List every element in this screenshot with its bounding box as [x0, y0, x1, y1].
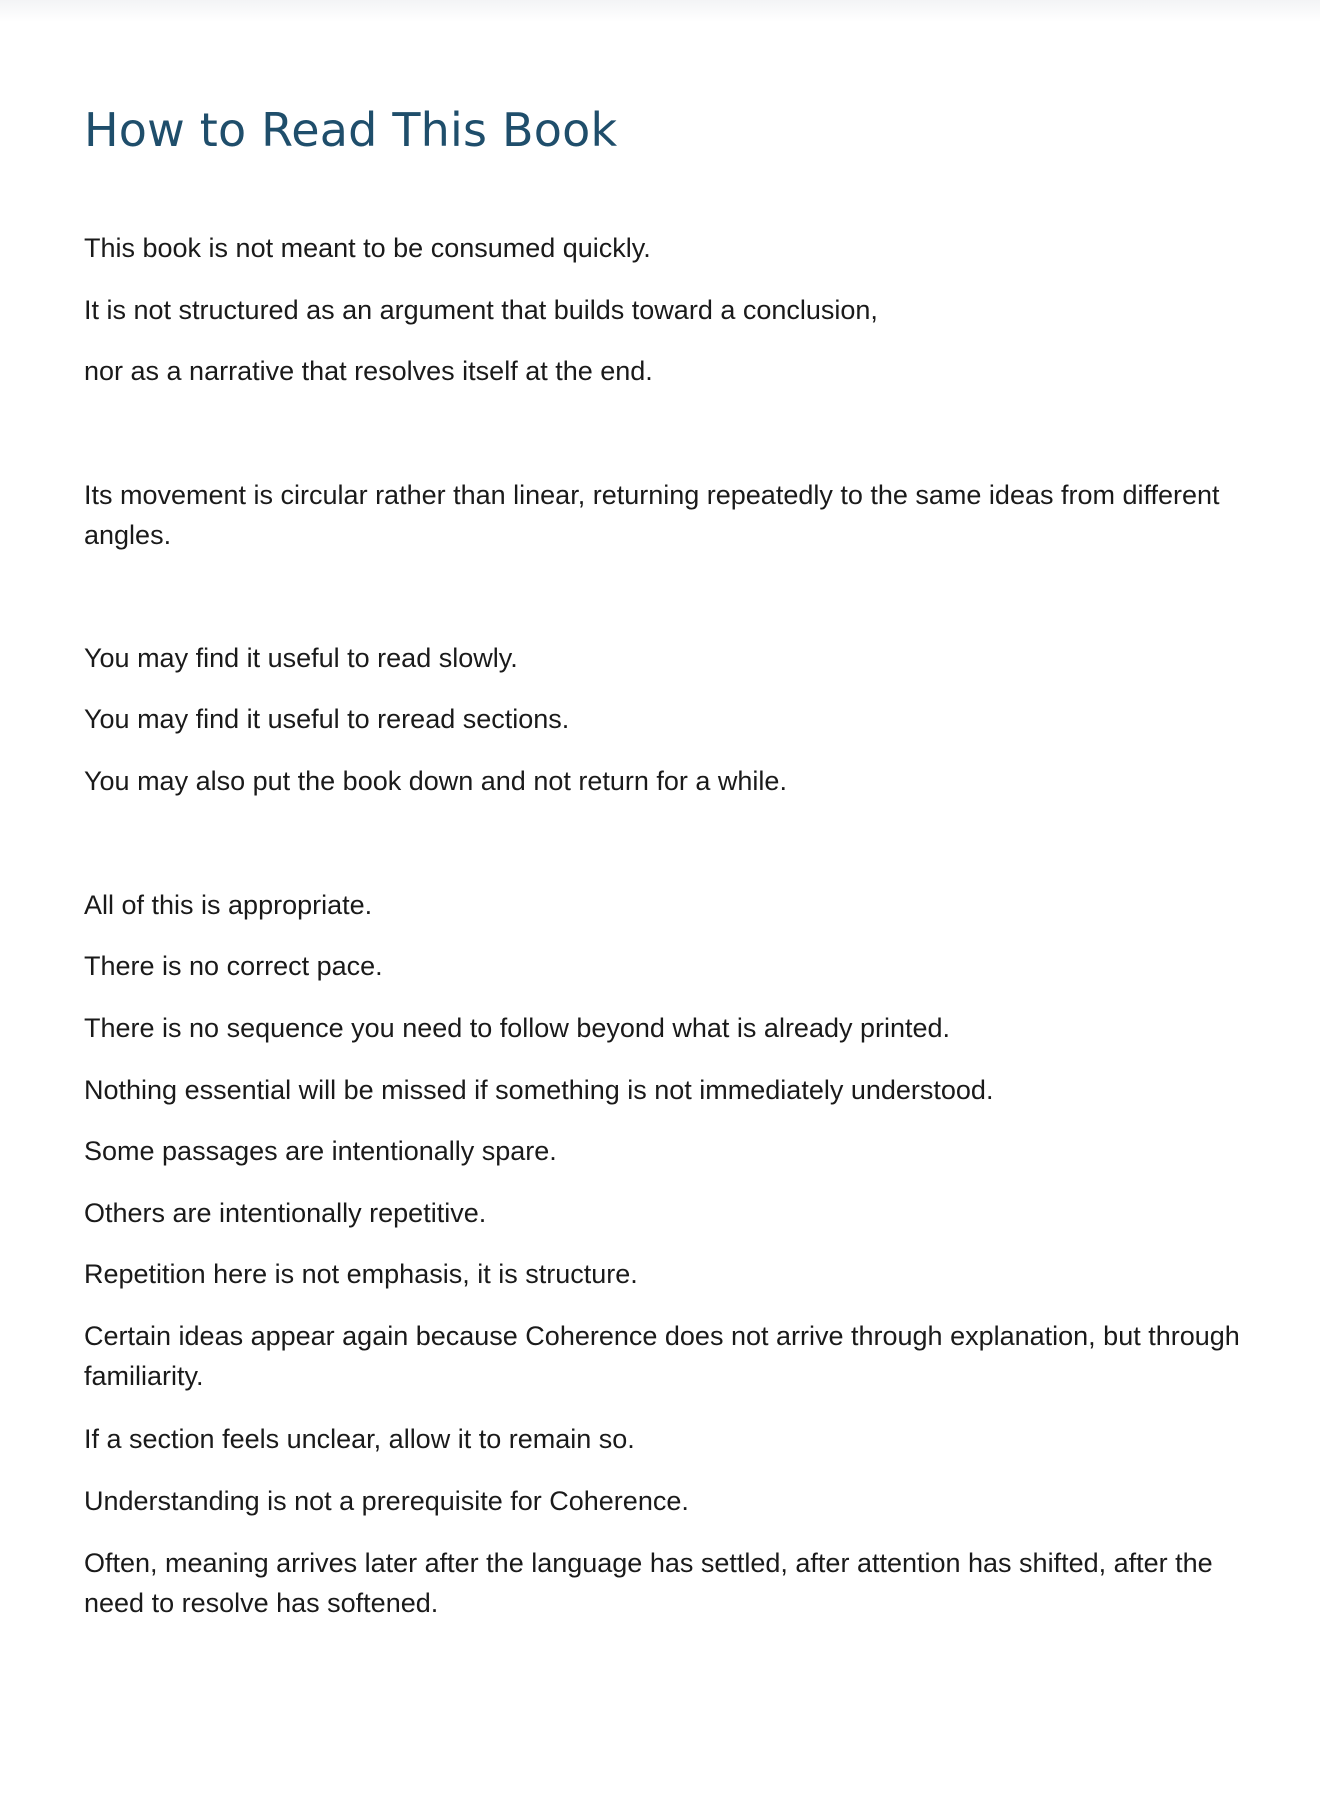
- paragraph-line: Its movement is circular rather than linear, returning repeatedly to the same ideas from different angles.: [84, 480, 1220, 550]
- paragraph-line: Understanding is not a prerequisite for Coherence.: [84, 1486, 689, 1516]
- page-title: How to Read This Book: [84, 103, 618, 157]
- paragraph-line: nor as a narrative that resolves itself at the end.: [84, 356, 653, 386]
- paragraph-line: Often, meaning arrives later after the language has settled, after attention has shifted, after the need to resolve has softened.: [84, 1548, 1213, 1618]
- paragraph-line: Nothing essential will be missed if something is not immediately understood.: [84, 1075, 994, 1105]
- paragraph-line: Certain ideas appear again because Coherence does not arrive through explanation, but through familiarity.: [84, 1321, 1240, 1391]
- paragraph-line: There is no correct pace.: [84, 951, 383, 981]
- paragraph-line: You may find it useful to read slowly.: [84, 643, 518, 673]
- paragraph-line: Repetition here is not emphasis, it is structure.: [84, 1259, 638, 1289]
- paragraph-line: There is no sequence you need to follow beyond what is already printed.: [84, 1013, 951, 1043]
- paragraph-line: This book is not meant to be consumed quickly.: [84, 233, 651, 263]
- paragraph-line: You may also put the book down and not return for a while.: [84, 766, 787, 796]
- paragraph-line: You may find it useful to reread sections.: [84, 704, 570, 734]
- page-top-edge: [0, 0, 1320, 22]
- paragraph-line: Some passages are intentionally spare.: [84, 1136, 557, 1166]
- paragraph-line: All of this is appropriate.: [84, 890, 373, 920]
- paragraph-line: If a section feels unclear, allow it to remain so.: [84, 1424, 635, 1454]
- paragraph-line: Others are intentionally repetitive.: [84, 1198, 487, 1228]
- paragraph-line: It is not structured as an argument that builds toward a conclusion,: [84, 295, 878, 325]
